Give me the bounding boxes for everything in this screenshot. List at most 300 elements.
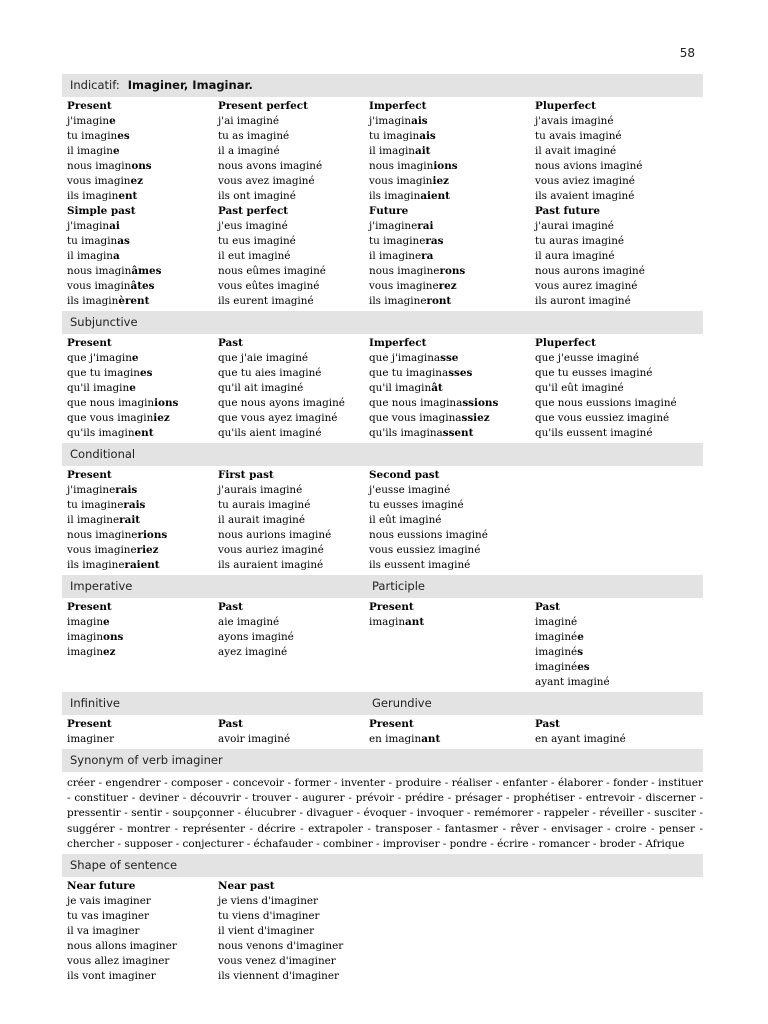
- conjugation-form: [535, 144, 695, 159]
- verb-stem: ils auraient imaginé: [218, 559, 324, 571]
- conjugation-form: [535, 279, 695, 294]
- conjugation-form: [67, 159, 218, 174]
- conjugation-form: [218, 396, 369, 411]
- conjugation-form: [218, 264, 369, 279]
- conjugation-form: [67, 411, 218, 426]
- verb-stem: imaginer: [67, 733, 115, 745]
- conjugation-form: [369, 543, 535, 558]
- verb-stem: il imagine: [67, 514, 120, 526]
- verb-stem: que tu eusses imaginé: [535, 367, 653, 379]
- verb-ending: iez: [153, 412, 170, 424]
- verb-ending: rait: [119, 514, 141, 526]
- verb-stem: tu imagine: [67, 499, 124, 511]
- conjugation-form: [218, 939, 369, 954]
- tense-label: Near future: [67, 880, 136, 893]
- tense-column: [218, 99, 369, 204]
- conjugation-form: [67, 129, 218, 144]
- verb-stem: ils imagin: [369, 190, 421, 202]
- verb-stem: qu'ils aient imaginé: [218, 427, 322, 439]
- verb-stem: nous imagin: [369, 160, 434, 172]
- section-title-secondary: Participle: [372, 579, 425, 593]
- verb-stem: nous imagine: [369, 265, 440, 277]
- verb-stem: vous aviez imaginé: [535, 175, 635, 187]
- conjugation-form: [218, 381, 369, 396]
- conjugation-form: [67, 189, 218, 204]
- verb-ending: âmes: [131, 265, 162, 277]
- conjugation-form: [218, 543, 369, 558]
- verb-ending: ais: [419, 130, 436, 142]
- verb-stem: aie imaginé: [218, 616, 280, 628]
- conjugation-form: [369, 528, 535, 543]
- conjugation-form: [67, 483, 218, 498]
- conjugation-form: [369, 294, 535, 309]
- verb-ending: sse: [440, 352, 459, 364]
- conjugation-form: [369, 159, 535, 174]
- verb-stem: j'imagin: [67, 220, 110, 232]
- verb-ending: e: [131, 352, 139, 364]
- verb-stem: ils ont imaginé: [218, 190, 296, 202]
- conjugation-form: [67, 558, 218, 573]
- conjugation-form: [218, 528, 369, 543]
- section-header: [62, 443, 703, 466]
- conjugation-form: [67, 528, 218, 543]
- conjugation-form: [369, 381, 535, 396]
- conjugation-form: [67, 396, 218, 411]
- verb-ending: ssent: [442, 427, 474, 439]
- conjugation-form: [218, 498, 369, 513]
- verb-stem: ils eussent imaginé: [369, 559, 471, 571]
- verb-stem: que j'imagin: [67, 352, 132, 364]
- tense-label: Past: [218, 337, 243, 349]
- verb-ending: ions: [154, 397, 179, 409]
- verb-stem: nous imagin: [67, 160, 132, 172]
- conjugation-form: [535, 249, 695, 264]
- conjugation-form: [535, 351, 695, 366]
- conjugation-form: [218, 924, 369, 939]
- conjugation-form: [218, 219, 369, 234]
- verb-stem: que nous ayons imaginé: [218, 397, 345, 409]
- verb-stem: tu eus imaginé: [218, 235, 296, 247]
- verb-stem: avoir imaginé: [218, 733, 291, 745]
- verb-stem: j'imagin: [369, 115, 412, 127]
- conjugation-form: [369, 615, 535, 630]
- tense-row: [62, 600, 703, 690]
- conjugation-form: [67, 732, 218, 747]
- verb-stem: tu viens d'imaginer: [218, 910, 320, 923]
- tense-column: [67, 468, 218, 573]
- verb-ending: e: [577, 631, 584, 643]
- conjugation-form: [218, 366, 369, 381]
- conjugation-form: [369, 558, 535, 573]
- section-title: Shape of sentence: [70, 858, 178, 873]
- verb-stem: vous imagin: [67, 175, 131, 187]
- verb-stem: ayons imaginé: [218, 631, 294, 643]
- conjugation-form: [67, 234, 218, 249]
- conjugation-form: [369, 174, 535, 189]
- verb-stem: il imagine: [369, 250, 422, 262]
- verb-stem: nous avions imaginé: [535, 160, 643, 172]
- tense-row: [62, 336, 703, 441]
- verb-ending: ent: [118, 190, 138, 202]
- verb-stem: il avait imaginé: [535, 145, 617, 157]
- tense-label: Past: [535, 718, 560, 730]
- verb-stem: vous auriez imaginé: [218, 544, 324, 556]
- verb-stem: imaginé: [535, 661, 578, 673]
- verb-ending: rons: [439, 265, 466, 277]
- conjugation-form: [218, 732, 369, 747]
- section-header: [62, 692, 703, 715]
- tense-label: Past: [535, 601, 560, 613]
- tense-column: [218, 600, 369, 690]
- verb-stem: ils auront imaginé: [535, 295, 631, 307]
- tense-label: Present: [369, 601, 414, 613]
- tense-column: [369, 600, 535, 690]
- conjugation-form: [369, 144, 535, 159]
- verb-stem: que tu aies imaginé: [218, 367, 322, 379]
- title-prefix: Indicatif: Imaginer, Imaginar.: [70, 78, 253, 92]
- verb-stem: imagin: [67, 616, 104, 628]
- conjugation-form: [218, 351, 369, 366]
- section-title: Subjunctive: [70, 315, 138, 329]
- verb-stem: il va imaginer: [67, 925, 140, 938]
- conjugation-form: [535, 294, 695, 309]
- verb-ending: iez: [432, 175, 449, 187]
- conjugation-form: [67, 909, 218, 924]
- verb-ending: ras: [425, 235, 444, 247]
- section-title: Synonym of verb imaginer: [70, 753, 223, 767]
- tense-column: [67, 879, 218, 984]
- conjugation-form: [535, 411, 695, 426]
- verb-stem: ayez imaginé: [218, 646, 288, 658]
- verb-stem: il vient d'imaginer: [218, 925, 315, 938]
- verb-stem: vous imagin: [67, 280, 131, 292]
- tense-label: Future: [369, 205, 409, 217]
- conjugation-form: [535, 159, 695, 174]
- verb-stem: qu'il imagin: [369, 382, 432, 394]
- tense-column: [535, 204, 695, 309]
- verb-stem: ils imagin: [67, 295, 119, 307]
- verb-ending: ant: [421, 733, 441, 745]
- tense-column: [67, 99, 218, 204]
- verb-stem: qu'ils eussent imaginé: [535, 427, 653, 439]
- tense-label: Past: [218, 601, 243, 613]
- tense-label: Past: [218, 718, 243, 730]
- verb-stem: tu imagine: [369, 235, 426, 247]
- verb-ending: èrent: [118, 295, 150, 307]
- verb-stem: nous avons imaginé: [218, 160, 323, 172]
- conjugation-form: [67, 114, 218, 129]
- tense-row: [62, 204, 703, 309]
- verb-stem: il imagin: [67, 145, 113, 157]
- verb-ending: ent: [134, 427, 154, 439]
- verb-stem: j'aurais imaginé: [218, 484, 303, 496]
- verb-ending: raient: [124, 559, 160, 571]
- conjugation-form: [67, 645, 218, 660]
- verb-stem: tu aurais imaginé: [218, 499, 311, 511]
- verb-ending: âtes: [130, 280, 155, 292]
- tense-label: Simple past: [67, 205, 136, 217]
- tense-column: [67, 336, 218, 441]
- verb-ending: ons: [103, 631, 124, 643]
- verb-ending: es: [117, 130, 130, 142]
- section-title: Infinitive: [70, 696, 120, 710]
- verb-stem: ayant imaginé: [535, 676, 610, 688]
- conjugation-form: [535, 630, 695, 645]
- verb-stem: tu imagin: [67, 235, 118, 247]
- verb-ending: rais: [115, 484, 138, 496]
- conjugation-form: [369, 219, 535, 234]
- verb-stem: ils vont imaginer: [67, 970, 156, 983]
- conjugation-form: [218, 630, 369, 645]
- verb-stem: en ayant imaginé: [535, 733, 626, 745]
- verb-ending: ât: [431, 382, 443, 394]
- tense-label: Present: [67, 601, 112, 613]
- verb-stem: nous allons imaginer: [67, 940, 177, 953]
- tense-label: First past: [218, 469, 274, 481]
- tense-column: [369, 99, 535, 204]
- verb-stem: tu as imaginé: [218, 130, 290, 142]
- conjugation-form: [218, 129, 369, 144]
- conjugation-form: [218, 894, 369, 909]
- conjugation-form: [535, 645, 695, 660]
- verb-stem: tu avais imaginé: [535, 130, 622, 142]
- tense-column: [218, 879, 369, 984]
- verb-ending: ssiez: [461, 412, 490, 424]
- verb-stem: que vous ayez imaginé: [218, 412, 338, 424]
- section-title-secondary: Gerundive: [372, 696, 432, 710]
- conjugation-form: [218, 114, 369, 129]
- verb-stem: nous aurons imaginé: [535, 265, 645, 277]
- verb-stem: ils imagine: [67, 559, 125, 571]
- verb-stem: imaginé: [535, 646, 578, 658]
- conjugation-form: [218, 411, 369, 426]
- conjugation-form: [218, 234, 369, 249]
- tense-label: Pluperfect: [535, 100, 596, 112]
- verb-stem: nous eûmes imaginé: [218, 265, 326, 277]
- verb-ending: e: [109, 115, 116, 127]
- conjugation-form: [67, 366, 218, 381]
- verb-stem: nous imagin: [67, 265, 132, 277]
- verb-stem: que nous eussions imaginé: [535, 397, 677, 409]
- verb-stem: que vous imagina: [369, 412, 462, 424]
- conjugation-form: [369, 279, 535, 294]
- tense-label: Present: [67, 337, 112, 349]
- verb-stem: j'imagin: [67, 115, 110, 127]
- verb-stem: nous eussions imaginé: [369, 529, 488, 541]
- section-header: [62, 575, 703, 598]
- conjugation-form: [369, 513, 535, 528]
- verb-stem: j'avais imaginé: [535, 115, 614, 127]
- section-title: Conditional: [70, 447, 136, 461]
- conjugation-form: [218, 645, 369, 660]
- conjugation-form: [218, 159, 369, 174]
- verb-stem: il aurait imaginé: [218, 514, 305, 526]
- verb-stem: tu auras imaginé: [535, 235, 625, 247]
- verb-ending: ions: [433, 160, 458, 172]
- verb-ending: ant: [405, 616, 425, 628]
- conjugation-form: [218, 144, 369, 159]
- verb-stem: ils imagine: [369, 295, 427, 307]
- verb-stem: que vous imagin: [67, 412, 154, 424]
- tense-column: [218, 717, 369, 747]
- verb-stem: il imagin: [369, 145, 415, 157]
- conjugation-form: [535, 234, 695, 249]
- conjugation-form: [369, 732, 535, 747]
- verb-ending: ons: [131, 160, 152, 172]
- tense-row: [62, 879, 703, 984]
- verb-stem: vous avez imaginé: [218, 175, 315, 187]
- conjugation-form: [369, 396, 535, 411]
- verb-stem: j'eusse imaginé: [369, 484, 451, 496]
- conjugation-form: [535, 660, 695, 675]
- tense-column: [218, 468, 369, 573]
- verb-stem: j'imagine: [369, 220, 418, 232]
- conjugation-form: [218, 513, 369, 528]
- conjugation-form: [67, 924, 218, 939]
- tense-label: Present: [67, 718, 112, 730]
- verb-stem: nous imagine: [67, 529, 138, 541]
- verb-ending: ront: [426, 295, 452, 307]
- conjugation-form: [535, 264, 695, 279]
- conjugation-form: [67, 381, 218, 396]
- verb-stem: ils eurent imaginé: [218, 295, 314, 307]
- verb-stem: nous venons d'imaginer: [218, 940, 344, 953]
- verb-stem: il aura imaginé: [535, 250, 615, 262]
- tense-row: [62, 468, 703, 573]
- conjugation-form: [218, 294, 369, 309]
- conjugation-form: [535, 381, 695, 396]
- verb-ending: e: [103, 616, 110, 628]
- verb-stem: que tu imagin: [67, 367, 141, 379]
- verb-stem: vous eussiez imaginé: [369, 544, 481, 556]
- tense-label: Pluperfect: [535, 337, 596, 349]
- conjugation-form: [67, 513, 218, 528]
- conjugation-form: [67, 939, 218, 954]
- tense-column: [535, 99, 695, 204]
- verb-ending: sses: [448, 367, 473, 379]
- conjugation-form: [67, 426, 218, 441]
- conjugation-form: [535, 615, 695, 630]
- tense-column: [535, 336, 695, 441]
- verb-stem: qu'ils imagin: [67, 427, 135, 439]
- conjugation-form: [218, 558, 369, 573]
- tense-column: [67, 717, 218, 747]
- verb-ending: ra: [421, 250, 434, 262]
- verb-stem: j'imagine: [67, 484, 116, 496]
- verb-ending: ez: [103, 646, 116, 658]
- title-verb: Imaginer, Imaginar.: [123, 78, 253, 92]
- verb-stem: vous imagine: [369, 280, 439, 292]
- conjugation-form: [535, 114, 695, 129]
- conjugation-form: [67, 894, 218, 909]
- conjugation-form: [218, 909, 369, 924]
- verb-ending: e: [113, 145, 120, 157]
- tense-column: [67, 600, 218, 690]
- verb-stem: j'ai imaginé: [218, 115, 280, 127]
- conjugation-form: [67, 969, 218, 984]
- conjugation-form: [67, 351, 218, 366]
- verb-stem: il eût imaginé: [369, 514, 442, 526]
- verb-stem: ils viennent d'imaginer: [218, 970, 339, 983]
- synonym-list: créer - engendrer - composer - concevoir - former - inventer - produire - réaliser - enfanter - élaborer - fonder - instituer - constituer - deviner - découvrir - trouver - augurer - prévoir - prédire - présager - prophétiser - entrevoir - discerner - pressentir - sentir - soupçonner - élucubrer - divaguer - évoquer - invoquer - remémorer - rappeler - réveiller - susciter - suggérer - montrer - représenter - décrire - extrapoler - transposer - fantasmer - rêver - envisager - croire - penser - chercher - supposer - conjecturer - échafauder - combiner - improviser - pondre - écrire - romancer - broder - Afrique: [67, 777, 703, 850]
- conjugation-form: [218, 954, 369, 969]
- verb-stem: que nous imagina: [369, 397, 463, 409]
- verb-ending: rais: [123, 499, 146, 511]
- tense-column: [535, 468, 695, 573]
- verb-ending: aient: [420, 190, 450, 202]
- conjugation-form: [218, 426, 369, 441]
- verb-ending: rez: [438, 280, 457, 292]
- verb-stem: vous imagine: [67, 544, 137, 556]
- section-header: [62, 749, 703, 772]
- verb-ending: ssions: [462, 397, 499, 409]
- conjugation-table: [62, 72, 703, 984]
- section-title: Imperative: [70, 579, 133, 593]
- verb-ending: ez: [130, 175, 144, 187]
- conjugation-form: [535, 732, 695, 747]
- tense-label: Near past: [218, 880, 275, 893]
- tense-label: Present: [369, 718, 414, 730]
- verb-stem: je vais imaginer: [67, 895, 151, 908]
- tense-label: Imperfect: [369, 337, 427, 349]
- tense-label: Present: [67, 469, 112, 481]
- verb-ending: es: [577, 661, 590, 673]
- conjugation-form: [67, 219, 218, 234]
- verb-stem: imagin: [67, 646, 104, 658]
- tense-label: Past future: [535, 205, 600, 217]
- verb-stem: il a imaginé: [218, 145, 280, 157]
- verb-stem: que j'imagina: [369, 352, 441, 364]
- conjugation-form: [67, 174, 218, 189]
- conjugation-form: [535, 366, 695, 381]
- verb-stem: je viens d'imaginer: [218, 895, 319, 908]
- tense-column: [218, 204, 369, 309]
- verb-stem: j'aurai imaginé: [535, 220, 614, 232]
- section-header: [62, 854, 703, 877]
- conjugation-form: [369, 426, 535, 441]
- verb-ending: es: [140, 367, 153, 379]
- conjugation-form: [218, 279, 369, 294]
- verb-ending: s: [577, 646, 584, 658]
- conjugation-form: [218, 249, 369, 264]
- conjugation-form: [369, 411, 535, 426]
- conjugation-form: [67, 954, 218, 969]
- conjugation-form: [369, 264, 535, 279]
- conjugation-form: [369, 129, 535, 144]
- conjugation-form: [67, 615, 218, 630]
- verb-stem: vous allez imaginer: [67, 955, 170, 968]
- verb-stem: vous eûtes imaginé: [218, 280, 320, 292]
- verb-stem: vous imagin: [369, 175, 433, 187]
- verb-stem: imaginé: [535, 616, 578, 628]
- tense-label: Present perfect: [218, 100, 308, 112]
- conjugation-form: [535, 174, 695, 189]
- verb-stem: en imagin: [369, 733, 422, 745]
- conjugation-form: [67, 294, 218, 309]
- conjugation-form: [67, 249, 218, 264]
- page-number: 58: [679, 46, 695, 60]
- tense-label: Past perfect: [218, 205, 289, 217]
- verb-stem: j'eus imaginé: [218, 220, 288, 232]
- conjugation-form: [369, 366, 535, 381]
- verb-stem: tu imagin: [369, 130, 420, 142]
- conjugation-form: [369, 498, 535, 513]
- verb-stem: nous aurions imaginé: [218, 529, 332, 541]
- verb-stem: imagin: [67, 631, 104, 643]
- tense-row: [62, 99, 703, 204]
- verb-stem: que j'aie imaginé: [218, 352, 309, 364]
- verb-ending: riez: [136, 544, 159, 556]
